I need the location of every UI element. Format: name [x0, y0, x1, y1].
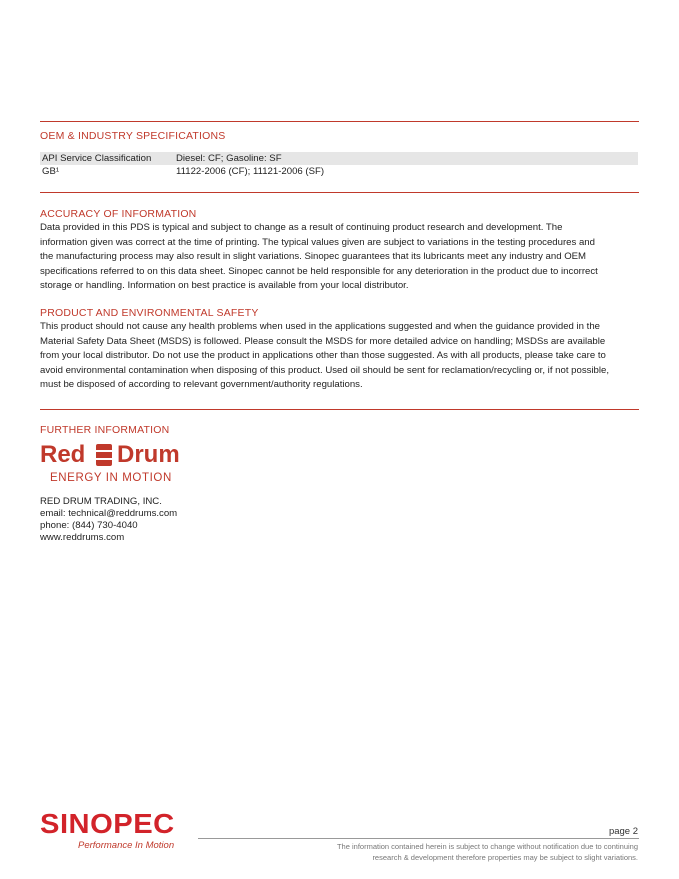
accuracy-line: information given was correct at the time of printing. The typical values given are subject to variations in the testing procedures and [40, 236, 595, 248]
accuracy-line: the manufacturing process may also result in slight variations. Sinopec guarantees that its lubricants meet any industry and OEM [40, 251, 587, 262]
spec-table [40, 152, 638, 178]
contact-website[interactable]: www.reddrums.com [40, 532, 125, 543]
accuracy-line: Data provided in this PDS is typical and subject to change as a result of continuing product research and development. The [40, 222, 563, 233]
logo-word-drum: Drum [117, 441, 180, 468]
accuracy-paragraph [40, 221, 638, 294]
oem-heading: OEM & INDUSTRY SPECIFICATIONS [40, 130, 226, 142]
sinopec-logo: SINOPEC [40, 808, 175, 839]
safety-line: avoid environmental contamination when disposing of this product. Used oil should be sent for reclamation/recycling or, if not possible, [40, 364, 610, 376]
accuracy-heading: ACCURACY OF INFORMATION [40, 208, 197, 220]
drum-icon [96, 444, 112, 466]
page-number: page 2 [608, 826, 638, 837]
contact-phone: phone: (844) 730-4040 [40, 520, 138, 531]
footer-divider [198, 838, 639, 839]
red-drum-logo [40, 441, 190, 487]
safety-heading: PRODUCT AND ENVIRONMENTAL SAFETY [40, 307, 259, 319]
spec-value: 11122-2006 (CF); 11121-2006 (SF) [176, 166, 325, 177]
top-divider [40, 121, 639, 122]
safety-line: from your local distributor. Do not use the product in applications other than those suggested. As with all products, please take care to [40, 350, 606, 361]
oem-divider [40, 192, 639, 193]
safety-line: This product should not cause any health problems when used in the applications suggested and when the guidance provided in the [40, 321, 601, 332]
spec-value: Diesel: CF; Gasoline: SF [174, 152, 638, 165]
footer-disclaimer [308, 842, 638, 863]
safety-line: Material Safety Data Sheet (MSDS) is followed. Please consult the MSDS for more detailed advice on handling; MSDSs are available [40, 335, 606, 347]
safety-paragraph [40, 320, 638, 393]
disclaimer-line: research & development therefore properties may be subject to slight variations. [372, 852, 638, 862]
accuracy-line: storage or handling. Information on best practice is available from your local distributor. [40, 280, 409, 291]
safety-divider [40, 409, 639, 410]
sinopec-tagline: Performance In Motion [78, 840, 175, 851]
spec-label: GB¹ [42, 166, 60, 177]
company-name: RED DRUM TRADING, INC. [40, 496, 162, 507]
accuracy-line: specifications referred to on this data sheet. Sinopec cannot be held responsible for any deterioration in the product due to incorrect [40, 265, 598, 277]
disclaimer-line: The information contained herein is subject to change without notification due to continuing [336, 842, 638, 851]
contact-email[interactable]: email: technical@reddrums.com [40, 508, 178, 519]
spec-label: API Service Classification [40, 152, 174, 165]
safety-line: must be disposed of according to relevant government/authority regulations. [40, 379, 363, 390]
further-heading: FURTHER INFORMATION [40, 424, 170, 436]
logo-tagline: ENERGY IN MOTION [50, 472, 172, 484]
table-row [40, 152, 638, 165]
logo-word-red: Red [40, 441, 86, 468]
table-row [40, 165, 638, 178]
